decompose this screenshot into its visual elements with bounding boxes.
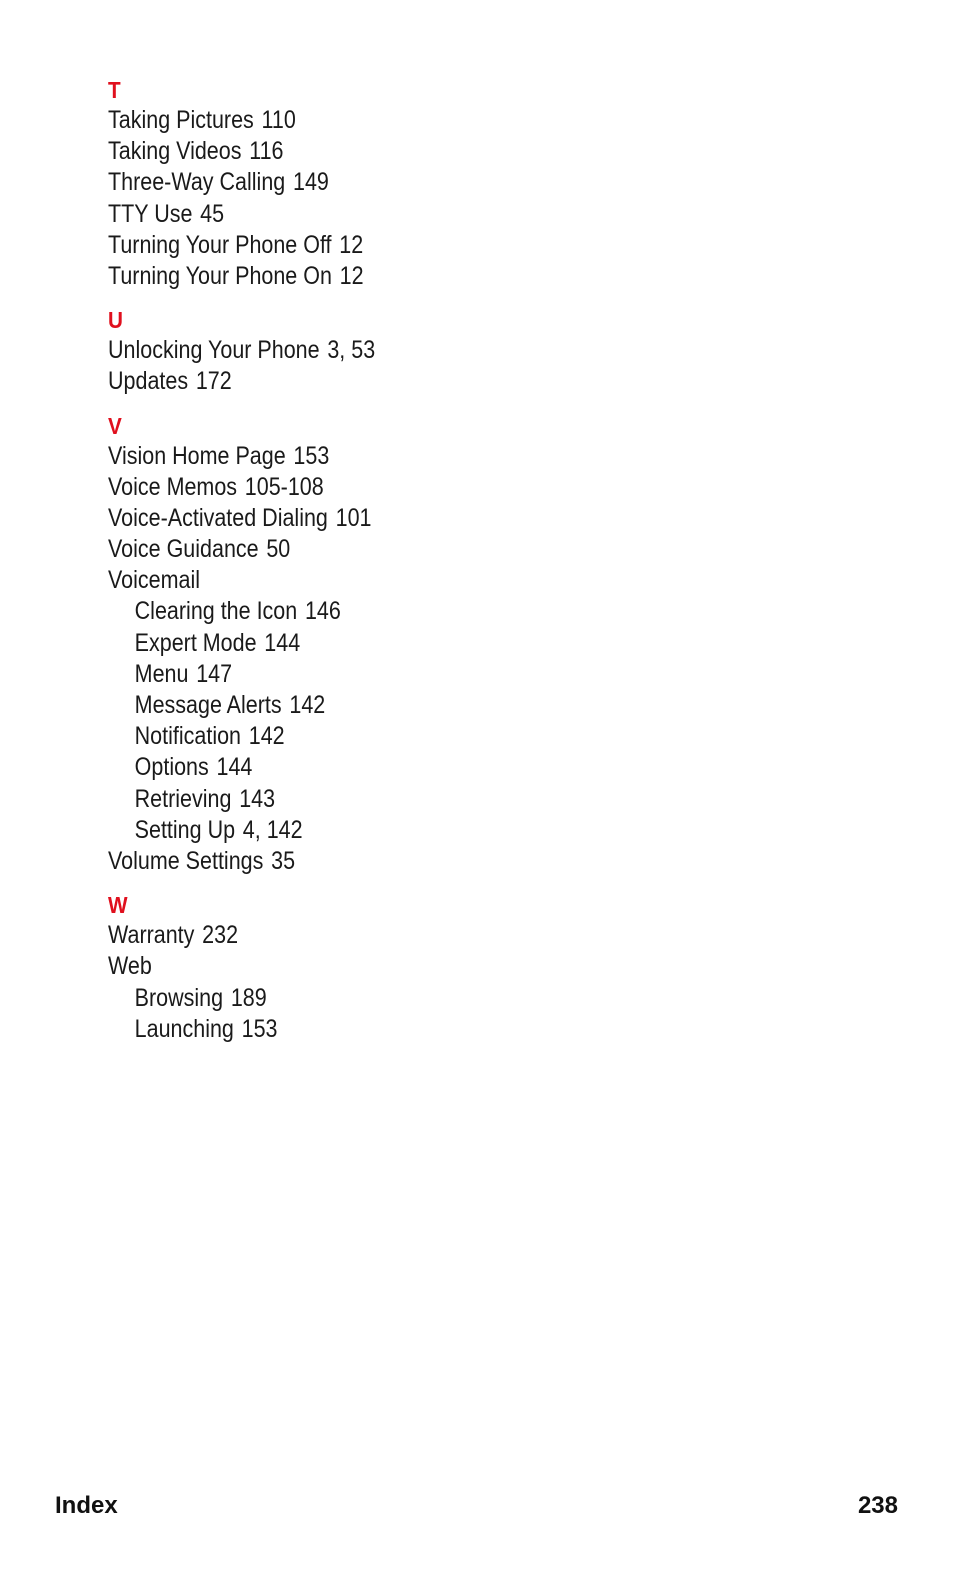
entry-term: Updates [108, 367, 189, 396]
entry-term: Voice Guidance [108, 535, 259, 564]
entry-term: Voice-Activated Dialing [108, 503, 328, 532]
entry-term: Voice Memos [108, 472, 238, 501]
entry-page-numbers: 12 [339, 230, 364, 259]
index-entry [108, 230, 624, 261]
index-section-t [108, 76, 708, 292]
index-entry [108, 472, 624, 503]
footer-page-number: 238 [857, 1492, 898, 1519]
index-section-v [108, 412, 708, 878]
entry-term: Warranty [108, 921, 195, 950]
index-entry [108, 167, 624, 198]
index-subentry [108, 690, 624, 721]
entry-page-numbers: 4, 142 [242, 815, 303, 844]
letter-heading: V [108, 412, 122, 439]
index-entry [108, 261, 624, 292]
entry-term: Browsing [134, 983, 224, 1012]
index-entry [108, 199, 624, 230]
entry-term: Unlocking Your Phone [108, 336, 320, 365]
entry-page-numbers: 3, 53 [327, 336, 376, 365]
index-subentry [108, 1014, 624, 1045]
entry-page-numbers: 50 [266, 535, 291, 564]
entry-term: Taking Pictures [108, 106, 254, 134]
entry-page-numbers: 110 [261, 106, 296, 134]
index-entry [108, 565, 624, 596]
index-subentry [108, 752, 624, 783]
entry-page-numbers: 232 [202, 921, 239, 950]
letter-heading: T [108, 77, 121, 103]
letter-heading: W [108, 892, 128, 919]
index-entry [108, 920, 624, 951]
entry-page-numbers: 146 [304, 597, 341, 626]
index-entry [108, 951, 624, 982]
entry-term: Expert Mode [134, 628, 257, 657]
entry-page-numbers: 116 [249, 137, 284, 166]
entry-term: Volume Settings [108, 846, 264, 875]
index-entry [108, 335, 624, 366]
entry-term: Turning Your Phone On [108, 261, 332, 290]
index-entry [108, 105, 624, 136]
entry-page-numbers: 12 [339, 261, 364, 290]
entry-page-numbers: 144 [216, 753, 253, 782]
entry-page-numbers: 45 [200, 199, 225, 228]
entry-term: Vision Home Page [108, 441, 286, 470]
entry-term: Message Alerts [134, 691, 282, 719]
index-entry [108, 846, 624, 877]
entry-page-numbers: 147 [196, 659, 233, 688]
index-entry [108, 534, 624, 565]
index-subentry [108, 628, 624, 659]
index-entry [108, 366, 624, 397]
entry-page-numbers: 101 [335, 503, 372, 532]
index-subentry [108, 659, 624, 690]
entry-term: Notification [134, 722, 242, 751]
entry-page-numbers: 172 [195, 367, 232, 396]
index-subentry [108, 596, 624, 627]
entry-page-numbers: 105-108 [244, 472, 324, 501]
entry-term: Setting Up [134, 815, 236, 844]
entry-page-numbers: 153 [241, 1014, 278, 1043]
entry-page-numbers: 35 [271, 846, 296, 875]
index-subentry [108, 983, 624, 1014]
index-subentry [108, 721, 624, 752]
entry-page-numbers: 144 [264, 628, 301, 657]
entry-page-numbers: 142 [248, 722, 285, 751]
entry-term: Three-Way Calling [108, 168, 286, 197]
entry-page-numbers: 189 [230, 983, 267, 1012]
entry-term: Turning Your Phone Off [108, 230, 332, 259]
entry-term: Retrieving [134, 784, 232, 813]
entry-term: Web [108, 952, 152, 981]
entry-page-numbers: 149 [292, 168, 329, 197]
entry-term: Taking Videos [108, 137, 242, 166]
entry-term: Options [134, 753, 209, 782]
index-entry [108, 441, 624, 472]
entry-term: TTY Use [108, 199, 193, 228]
entry-term: Menu [134, 659, 189, 688]
footer-section-name: Index [55, 1492, 118, 1519]
index-entry [108, 136, 624, 167]
index-subentry [108, 815, 624, 846]
index-subentry [108, 784, 624, 815]
index-column [108, 76, 708, 1059]
entry-page-numbers: 153 [293, 441, 330, 470]
letter-heading: U [108, 307, 123, 334]
entry-term: Clearing the Icon [134, 597, 298, 626]
index-section-w [108, 891, 708, 1045]
index-section-u [108, 306, 708, 397]
entry-term: Voicemail [108, 566, 201, 595]
index-entry [108, 503, 624, 534]
entry-term: Launching [134, 1014, 234, 1043]
entry-page-numbers: 143 [239, 784, 276, 813]
entry-page-numbers: 142 [289, 691, 326, 719]
